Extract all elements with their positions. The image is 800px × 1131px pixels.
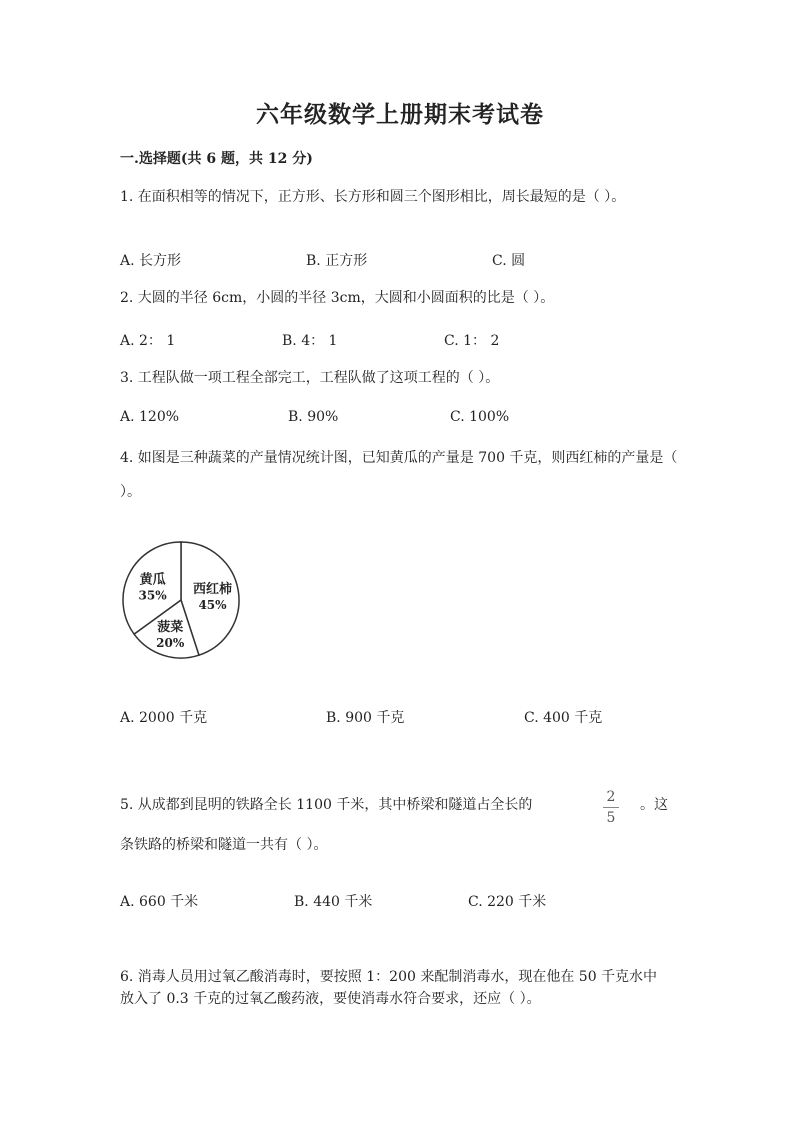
- option-b[interactable]: B. 90%: [288, 409, 339, 425]
- fraction-numerator: 2: [603, 788, 619, 808]
- option-b[interactable]: B. 正方形: [306, 253, 368, 269]
- option-a[interactable]: A. 660 千米: [120, 894, 199, 910]
- question-5-line-1: 5. 从成都到昆明的铁路全长 1100 千米，其中桥梁和隧道占全长的: [120, 797, 533, 813]
- option-c[interactable]: C. 100%: [450, 409, 510, 425]
- option-b[interactable]: B. 440 千米: [294, 894, 373, 910]
- question-4: 4. 如图是三种蔬菜的产量情况统计图，已知黄瓜的产量是 700 千克，则西红柿的产量是（ ）。: [120, 450, 678, 500]
- fraction-denominator: 5: [606, 810, 616, 826]
- question-3: 3. 工程队做一项工程全部完工，工程队做了这项工程的（ ）。: [120, 370, 500, 386]
- option-a[interactable]: A. 长方形: [120, 253, 182, 269]
- pie-slice-value-label: 35%: [138, 588, 167, 603]
- pie-slice-value-label: 45%: [198, 598, 227, 612]
- option-a[interactable]: A. 120%: [120, 409, 180, 425]
- option-b[interactable]: B. 900 千克: [326, 710, 405, 726]
- fraction-two-fifths: [603, 788, 619, 827]
- page-title: 六年级数学上册期末考试卷: [256, 101, 544, 128]
- pie-slice-label: 黄瓜: [139, 572, 166, 588]
- section-heading: 一.选择题(共 6 题，共 12 分): [120, 151, 313, 167]
- question-5-tail: 。这: [640, 797, 668, 813]
- option-a[interactable]: A. 2： 1: [120, 333, 176, 349]
- question-1: 1. 在面积相等的情况下，正方形、长方形和圆三个图形相比，周长最短的是（ ）。: [120, 189, 626, 205]
- question-6: 6. 消毒人员用过氧乙酸消毒时，要按照 1：200 来配制消毒水，现在他在 50 千克水中放入了 0.3 千克的过氧乙酸药液，要使消毒水符合要求，还应（ ）。: [120, 969, 658, 1007]
- option-a[interactable]: A. 2000 千克: [120, 710, 208, 726]
- option-c[interactable]: C. 圆: [492, 253, 526, 269]
- option-c[interactable]: C. 400 千克: [524, 710, 603, 726]
- question-2: 2. 大圆的半径 6cm，小圆的半径 3cm，大圆和小圆面积的比是（ ）。: [120, 290, 555, 306]
- pie-slice-label: 西红柿: [192, 582, 233, 597]
- question-5-line-2: 条铁路的桥梁和隧道一共有（ ）。: [120, 837, 328, 853]
- option-c[interactable]: C. 220 千米: [468, 894, 547, 910]
- pie-slice-label: 菠菜: [157, 620, 184, 636]
- option-c[interactable]: C. 1： 2: [444, 333, 500, 349]
- vegetable-pie-chart: [118, 538, 248, 664]
- pie-slice-value-label: 20%: [156, 636, 185, 651]
- option-b[interactable]: B. 4： 1: [282, 333, 338, 349]
